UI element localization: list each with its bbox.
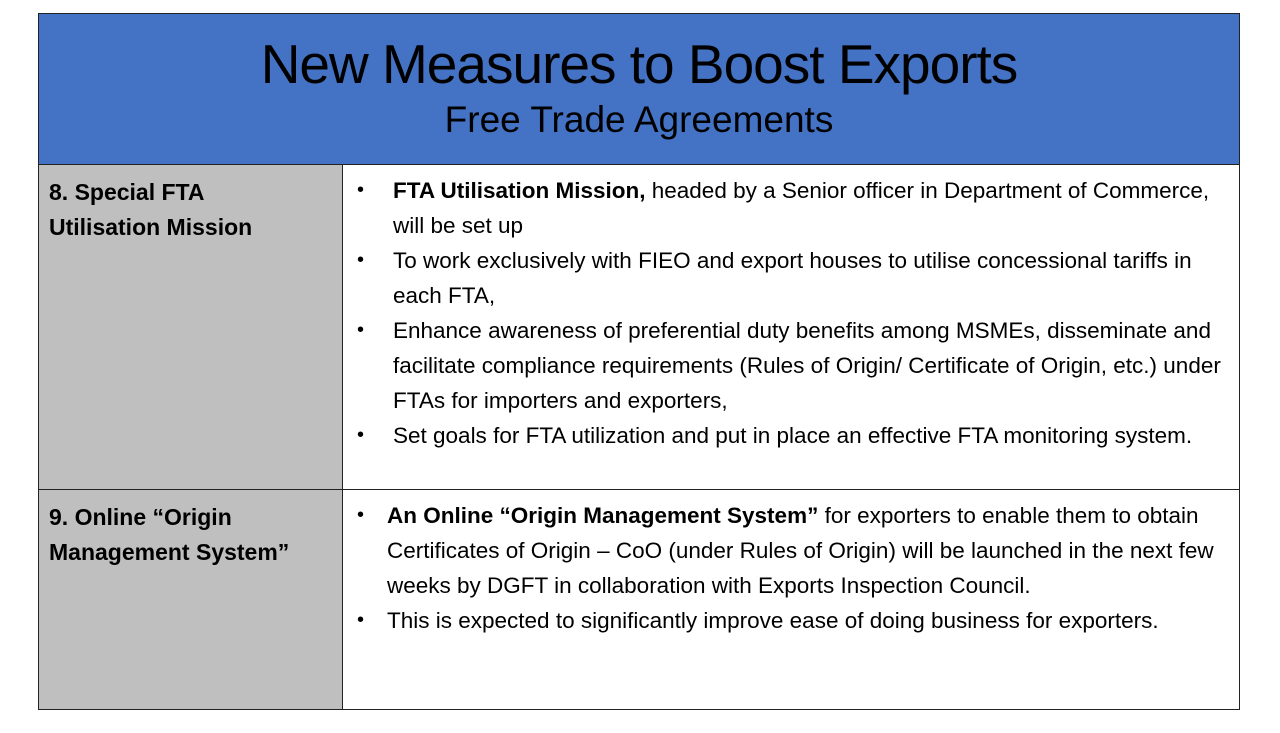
bullet-icon: • <box>357 249 365 271</box>
row-label <box>39 490 343 709</box>
bullet-bold-text: An Online “Origin Management System” <box>387 503 819 528</box>
bullet-icon: • <box>357 179 365 201</box>
row-label-line: Management System” <box>49 539 290 565</box>
bullet-item <box>353 603 1229 638</box>
slide-title: New Measures to Boost Exports <box>260 33 1018 95</box>
bullet-list <box>353 173 1229 453</box>
bullet-icon: • <box>357 319 365 341</box>
bullet-item <box>353 243 1229 313</box>
row-label <box>39 165 343 489</box>
bullet-text: for exporters to enable them to obtain Certificates of Origin – CoO (under Rules of Origin) will be launched in the next few weeks by DGFT in collaboration with Exports Inspection Council. <box>387 503 1214 598</box>
table-row <box>39 490 1239 709</box>
row-content <box>343 490 1239 709</box>
bullet-item <box>353 418 1229 453</box>
slide-table <box>38 13 1240 710</box>
row-label-line: Utilisation Mission <box>49 214 253 240</box>
row-content <box>343 165 1239 489</box>
bullet-text: headed by a Senior officer in Department of Commerce, will be set up <box>393 178 1210 238</box>
bullet-bold-text: FTA Utilisation Mission, <box>393 178 646 203</box>
bullet-icon: • <box>357 609 365 631</box>
table-row <box>39 165 1239 490</box>
bullet-text: Set goals for FTA utilization and put in place an effective FTA monitoring system. <box>393 423 1193 448</box>
bullet-text: To work exclusively with FIEO and export houses to utilise concessional tariffs in each FTA, <box>393 248 1192 308</box>
bullet-icon: • <box>357 504 365 526</box>
slide-header <box>39 14 1239 165</box>
bullet-icon: • <box>357 424 365 446</box>
bullet-list <box>353 498 1229 638</box>
bullet-text: This is expected to significantly improve ease of doing business for exporters. <box>387 608 1159 633</box>
bullet-text: Enhance awareness of preferential duty benefits among MSMEs, disseminate and facilitate compliance requirements (Rules of Origin/ Certificate of Origin, etc.) under FTAs for importers and exporters, <box>393 318 1221 413</box>
row-label-line: 8. Special FTA <box>49 179 205 205</box>
slide-subtitle: Free Trade Agreements <box>444 99 834 140</box>
bullet-item <box>353 498 1229 603</box>
bullet-item <box>353 173 1229 243</box>
row-label-line: 9. Online “Origin <box>49 504 232 530</box>
bullet-item <box>353 313 1229 418</box>
